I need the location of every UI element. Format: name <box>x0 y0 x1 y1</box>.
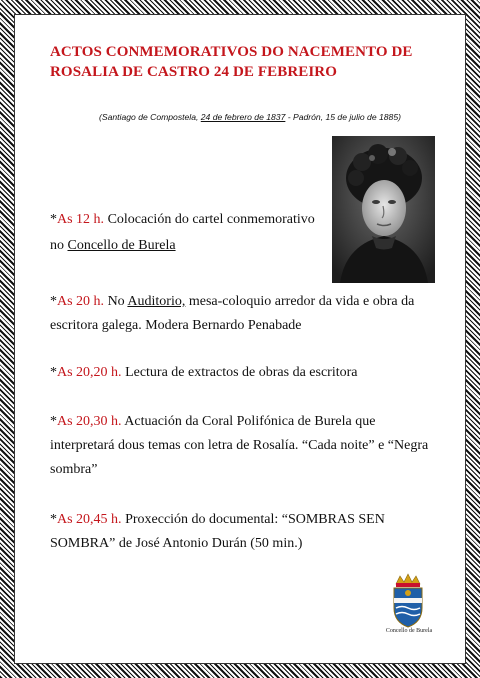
event-time: As 20,20 h. <box>57 365 122 380</box>
burela-coat-of-arms-logo <box>384 572 432 630</box>
event-time: As 20,30 h. <box>57 414 122 429</box>
event-time: As 20,45 h. <box>57 512 122 527</box>
event-text: no <box>50 238 68 253</box>
logo-caption: Concello de Burela <box>385 628 433 634</box>
event-asterisk: * <box>50 365 57 380</box>
subtitle-post: - Padrón, 15 de julio de 1885) <box>285 112 401 122</box>
event-text: Colocación do cartel conmemorativo <box>104 212 315 227</box>
event-link-concello: Concello de Burela <box>67 238 176 253</box>
event-link-auditorio: Auditorio, <box>127 294 186 309</box>
event-time: As 12 h. <box>57 212 105 227</box>
event-text: Proxección do documental: “SOMBRAS SEN SOMBRA” de José Antonio Durán (50 min.) <box>50 512 385 551</box>
title-line-1: ACTOS CONMEMORATIVOS DO NACEMENTO DE <box>50 44 413 60</box>
coat-of-arms-icon <box>384 572 432 630</box>
rosalia-portrait-image <box>332 136 435 283</box>
event-12h-line-2 <box>50 234 435 258</box>
event-asterisk: * <box>50 212 57 227</box>
event-20h <box>50 290 435 338</box>
subtitle-dates <box>60 112 440 122</box>
event-time: As 20 h. <box>57 294 105 309</box>
event-asterisk: * <box>50 294 57 309</box>
event-12h <box>50 208 335 232</box>
subtitle-pre: (Santiago de Compostela, <box>99 112 201 122</box>
event-20-20h <box>50 361 435 385</box>
event-text: No <box>104 294 128 309</box>
portrait-illustration <box>332 136 435 283</box>
event-text: Lectura de extractos de obras da escritora <box>121 365 358 380</box>
poster-title <box>50 42 430 82</box>
event-text: mesa-coloquio arredor da vida e obra da escritora galega. Modera Bernardo Penabade <box>50 294 415 333</box>
event-20-45h <box>50 508 435 556</box>
event-asterisk: * <box>50 414 57 429</box>
title-line-2: ROSALIA DE CASTRO 24 DE FEBREIRO <box>50 64 338 80</box>
event-asterisk: * <box>50 512 57 527</box>
event-text: Actuación da Coral Polifónica de Burela que interpretará dous temas con letra de Rosalía. “Cada noite” e “Negra sombra” <box>50 414 429 477</box>
event-20-30h <box>50 410 435 482</box>
subtitle-birth-date: 24 de febrero de 1837 <box>200 112 286 122</box>
